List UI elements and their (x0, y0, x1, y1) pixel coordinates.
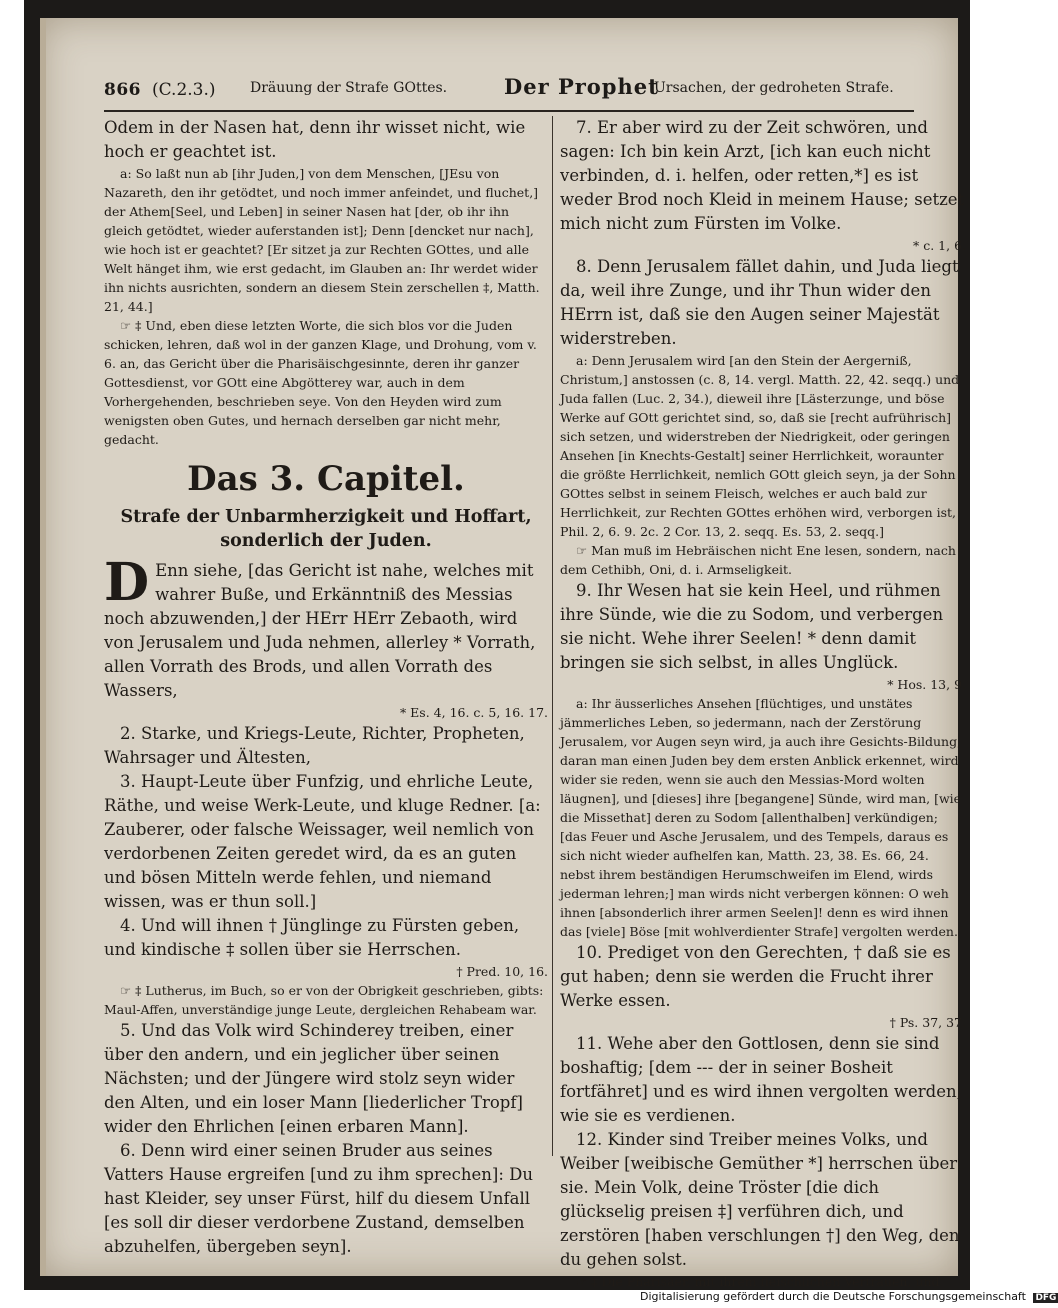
drop-cap: D (104, 552, 150, 613)
verse-text: 10. Prediget von den Gerechten, † daß sie es gut haben; denn sie werden die Frucht ihrer Werke essen. (560, 943, 951, 1010)
verse-text: Odem in der Nasen hat, denn ihr wisset nicht, wie hoch er geachtet ist. (104, 118, 526, 161)
dfg-logo: DFG (1035, 1293, 1057, 1303)
commentary-note: a: So laßt nun ab [ihr Juden,] von dem Menschen, [JEsu von Nazareth, den ihr getödtet, und noch immer anfeindet, und fluchet,] der Athem[Seel, und Leben] in seiner Nasen hat [der, ob ihr ihn gleich getödtet, wieder auferstanden ist]; Denn [dencket nur nach], wie hoch ist er geachtet? [Er sitzet ja zur Rechten GOttes, und alle Welt hänget ihm, wie erst gedacht, im Glauben an: Ihr werdet wider ihn nichts ausrichten, sondern an diesem Stein zerschellen ‡, Matth. 21, 44.] (104, 166, 540, 314)
chapter-heading: Das 3. Capitel. (187, 459, 465, 499)
verse-text: 6. Denn wird einer seinen Bruder aus seines Vatters Hause ergreifen [und zu ihm sprechen]: Du hast Kleider, sey unser Fürst, hilf du diesem Unfall [es soll dir dieser verdorbene Zustand, demselben abzuhelfen, übergeben seyn]. (104, 1141, 533, 1256)
commentary-note: a: Denn Jerusalem wird [an den Stein der Aergerniß, Christum,] anstossen (c. 8, 14. vergl. Matth. 22, 42. seqq.) und Juda fallen (Luc. 2, 34.), dieweil ihre [Lästerzunge, und böse Werke auf GOtt gerichtet sind, so, daß sie [recht aufrührisch] sich setzen, und widerstreben der Niedrigkeit, oder geringen Ansehen [in Knechts-Gestalt] seiner Herrlichkeit, woraunter die größte Herrlichkeit, nemlich GOtt gleich seyn, ja der Sohn GOttes selbst in seinem Fleisch, welches er auch bald zur Herrlichkeit, zur Rechten GOttes erhöhen wird, verborgen ist, Phil. 2, 6. 9. 2c. 2 Cor. 13, 2. seqq. Es. 53, 2. seqq.] (560, 353, 960, 539)
verse-text: 9. Ihr Wesen hat sie kein Heel, und rühmen ihre Sünde, wie die zu Sodom, und verbergen sie nicht. Wehe ihrer Seelen! * denn damit bringen sie sich selbst, in alles Unglück. (560, 581, 944, 672)
commentary-note: ☞ ‡ Und, eben diese letzten Worte, die sich blos vor die Juden schicken, lehren, daß wol in der ganzen Klage, und Drohung, vom v. 6. an, das Gericht über die Pharisäischgesinnte, deren ihr ganzer Gottesdienst, vor GOtt eine Abgötterey war, auch in dem Vorhergehenden, beschrieben seye. Von den Heyden wird zum wenigsten oben Gutes, und hernach derselben gar nicht mehr, gedacht. (104, 318, 537, 447)
verse-text: Enn siehe, [das Gericht ist nahe, welches mit wahrer Buße, und Erkänntniß des Messias noch abzuwenden,] der HErr HErr Zebaoth, wird von Jerusalem und Juda nehmen, allerley * Vorrath, allen Vorrath des Brods, und allen Vorrath des Wassers, (104, 561, 536, 700)
page-number: 866 (104, 80, 141, 100)
commentary-note: ☞ Man muß im Hebräischen nicht Ene lesen, sondern, nach dem Cethibh, Oni, d. i. Armseligkeit. (560, 543, 956, 577)
cross-reference: * c. 1, 6. (913, 238, 966, 253)
right-column (560, 116, 966, 1291)
page-gutter (40, 18, 46, 1276)
verse-text: 8. Denn Jerusalem fället dahin, und Juda liegt da, weil ihre Zunge, und ihr Thun wider den HErrn ist, daß sie den Augen seiner Majestät widerstreben. (560, 257, 959, 348)
verse-text: 5. Und das Volk wird Schinderey treiben, einer über den andern, und ein jeglicher über seinen Nächsten; und der Jüngere wird stolz seyn wider den Alten, und ein loser Mann [liederlicher Tropf] wider den Ehrlichen [einen erbaren Mann]. (104, 1021, 523, 1136)
cross-reference: * Es. 4, 16. c. 5, 16. 17. (399, 705, 548, 720)
commentary-note: a: Ihr äusserliches Ansehen [flüchtiges, und unstätes jämmerliches Leben, so jedermann, nach der Zerstörung Jerusalem, vor Augen seyn wird, ja auch ihre Gesichts-Bildung, daran man einen Juden bey dem ersten Anblick erkennet, wird wider sie reden, wenn sie auch den Messias-Mord wolten läugnen], und [dieses] ihre [begangene] Sünde, wird man, [wie die Missethat] deren zu Sodom [allenthalben] verkündigen; [das Feuer und Asche Jerusalem, und des Tempels, daraus es sich nicht wieder aufhelfen kan, Matth. 23, 38. Es. 66, 24. nebst ihrem beständigen Herumschweifen im Elend, wirds jederman lehren;] man wirds nicht verbergen können: O weh ihnen [absonderlich ihrer armen Seelen]! denn es wird ihnen das [viele] Böse [mit wohlverdienter Strafe] vergolten werden. (560, 696, 962, 939)
cross-reference: † Pred. 10, 16. (456, 964, 548, 979)
column-divider (552, 116, 553, 1156)
running-header (104, 72, 924, 112)
verse-text: 7. Er aber wird zu der Zeit schwören, und sagen: Ich bin kein Arzt, [ich kan euch nicht verbinden, d. i. helfen, oder retten,*] es ist weder Brod noch Kleid in meinem Hause; setzet mich nicht zum Fürsten im Volke. (560, 118, 965, 233)
verse-text: 2. Starke, und Kriegs-Leute, Richter, Propheten, Wahrsager und Ältesten, (104, 724, 525, 767)
cross-reference: * Hos. 13, 9. (887, 677, 966, 692)
digitization-footer (640, 1290, 1057, 1308)
footer-text: Digitalisierung gefördert durch die Deutsche Forschungsgemeinschaft (640, 1290, 1026, 1303)
chapter-section: (C.2.3.) (152, 80, 216, 100)
verse-text: 11. Wehe aber den Gottlosen, denn sie sind boshaftig; [dem --- der in seiner Bosheit fortfähret] und es wird ihnen vergolten werden, wie sie es verdienen. (560, 1034, 962, 1125)
header-title: Der Prophet (504, 74, 659, 99)
verse-text: 3. Haupt-Leute über Funfzig, und ehrliche Leute, Räthe, und weise Werk-Leute, und kluge Redner. [a: Zauberer, oder falsche Weissager, weil nemlich von verdorbenen Zeiten geredet wird, da es an guten und bösen Mitteln werde fehlen, und niemand wissen, was er thun soll.] (104, 772, 541, 911)
commentary-note: ☞ ‡ Die Pharisäer, mit ihrem fleischlichen Vertrauen, und (576, 1274, 940, 1289)
cross-reference: † Ps. 37, 37. (889, 1015, 966, 1030)
verse-text: 4. Und will ihnen † Jünglinge zu Fürsten geben, und kindische ‡ sollen über sie Herrschen. (104, 916, 520, 959)
chapter-subtitle: Strafe der Unbarmherzigkeit und Hoffart, sonderlich der Juden. (120, 507, 532, 551)
header-subject: Dräuung der Strafe GOttes. (250, 80, 448, 96)
verse-text: 12. Kinder sind Treiber meines Volks, und Weiber [weibische Gemüther *] herrschen über sie. Mein Volk, deine Tröster [die dich glückselig preisen ‡] verführen dich, und zerstören [haben verschlungen †] den Weg, den du gehen solst. (560, 1130, 960, 1269)
header-right: Ursachen, der gedroheten Strafe. (654, 80, 894, 96)
commentary-note: ☞ ‡ Lutherus, im Buch, so er von der Obrigkeit geschrieben, gibts: Maul-Affen, unverständige junge Leute, dergleichen Rehabeam war. (104, 983, 544, 1017)
left-column (104, 116, 548, 1259)
header-rule (104, 110, 914, 112)
